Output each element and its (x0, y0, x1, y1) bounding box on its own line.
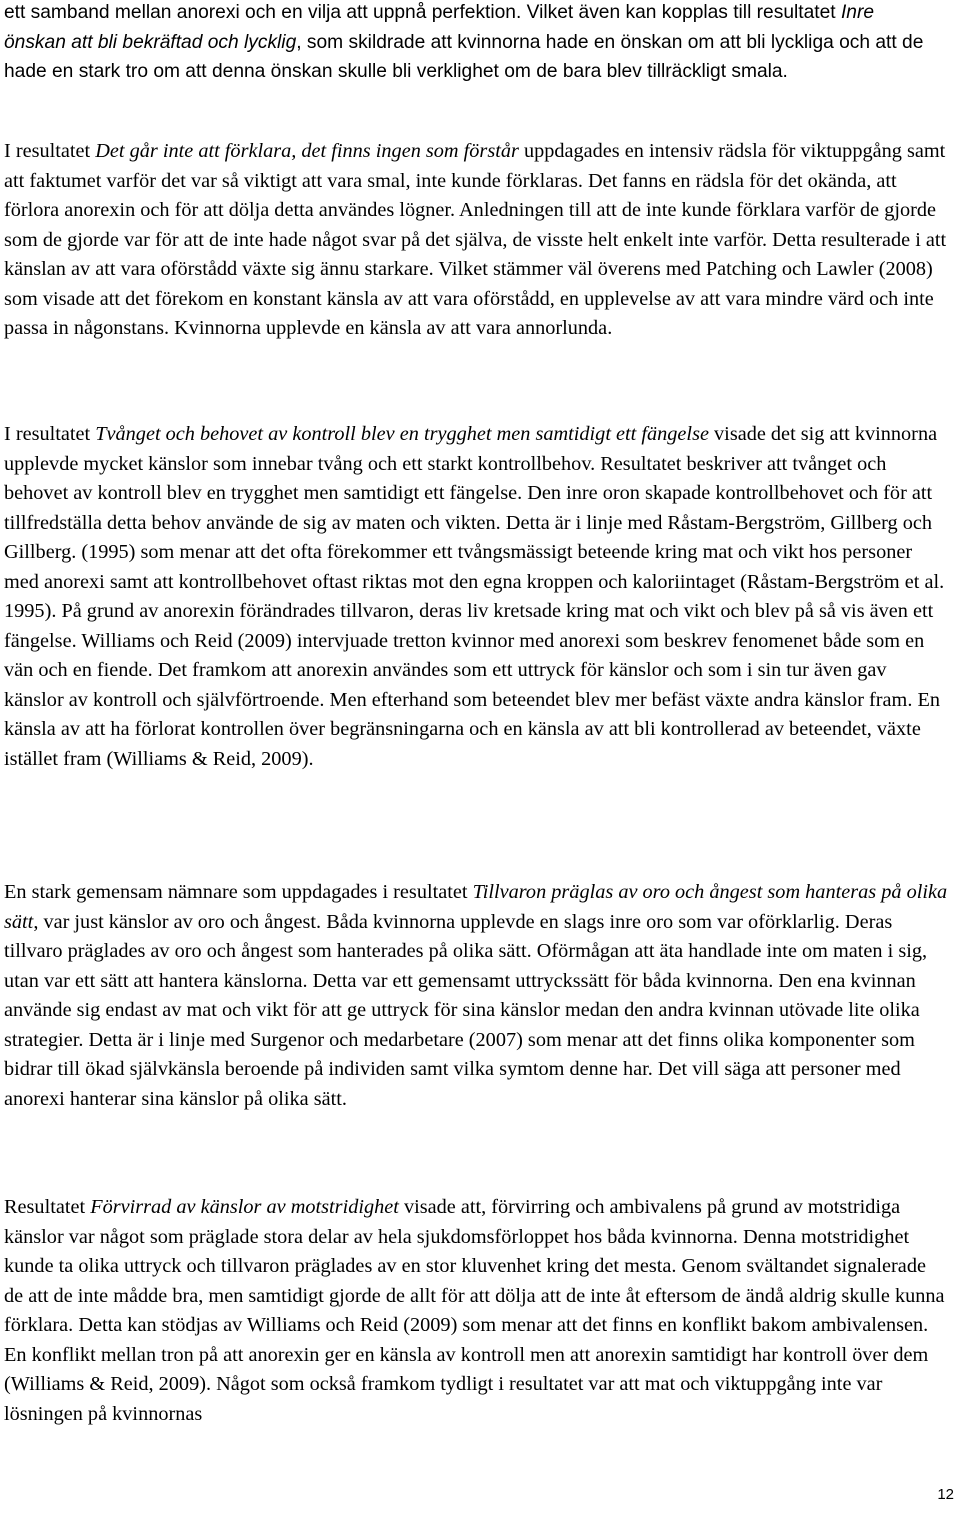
text-segment: visade att, förvirring och ambivalens på grund av motstridiga känslor var något som präglade stora delar av hela sjukdomsförloppet hos båda kvinnorna. Denna motstridighet kunde ta olika uttryck och tillvaron präglades av en stor kluvenhet kring det mesta. Genom svältandet signalerade de att de inte mådde bra, men samtidigt gjorde de allt för att dölja att de inte åt eftersom de ändå aldrig skulle kunna förklara. Detta kan stödjas av Williams och Reid (2009) som menar att det finns en konflikt bakom ambivalensen. En konflikt mellan tron på att anorexin ger en känsla av kontroll men att anorexin samtidigt har kontroll över dem (Williams & Reid, 2009). Något som också framkom tydligt i resultatet var att mat och viktuppgång inte var lösningen på kvinnornas (4, 1196, 945, 1425)
text-segment: visade det sig att kvinnorna upplevde mycket känslor som innebar tvång och ett starkt kontrollbehov. Resultatet beskriver att tvånget och behovet av kontroll blev en trygghet men samtidigt ett fängelse. Den inre oron skapade kontrollbehovet och för att tillfredställa detta behov använde de sig av maten och vikten. Detta är i linje med Råstam-Bergström, Gillberg och Gillberg. (1995) som menar att det ofta förekommer ett tvångsmässigt beteende kring mat och vikt hos personer med anorexi samt att kontrollbehovet oftast riktas mot den egna kroppen och kaloriintaget (Råstam-Bergström et al. 1995). På grund av anorexin förändrades tillvaron, deras liv kretsade kring mat och vikt och blev på så vis även ett fängelse. Williams och Reid (2009) intervjuade tretton kvinnor med anorexi som beskrev fenomenet både som en vän och en fiende. Det framkom att anorexin användes som ett uttryck för känslor och som i sin tur även gav känslor av kontroll och självförtroende. Men efterhand som beteendet blev mer befäst växte andra känslor fram. En känsla av att ha förlorat kontrollen över begränsningarna och en känsla av att bli kontrollerad av beteendet, växte istället fram (Williams & Reid, 2009). (4, 423, 945, 770)
italic-result-title: Tvånget och behovet av kontroll blev en trygghet men samtidigt ett fängelse (95, 423, 709, 445)
italic-result-title: Tillvaron präglas av oro och ångest som hanteras på olika sätt (4, 881, 948, 933)
text-segment: , var just känslor av oro och ångest. Båda kvinnorna upplevde en slags inre oro som var oförklarlig. Deras tillvaro präglades av oro och ångest som hanterades på olika sätt. Oförmågan att äta handlade inte om maten i sig, utan var ett sätt att hantera känslorna. Detta var ett gemensamt uttryckssätt för båda kvinnorna. Den ena kvinnan använde sig endast av mat och vikt för att ge uttryck för sina känslor medan den andra kvinnan utövade lite olika strategier. Detta är i linje med Surgenor och medarbetare (2007) som menar att det finns olika komponenter som bidrar till ökad självkänsla beroende på individen samt vilka symtom denne har. Det vill säga att personer med anorexi hanterar sina känslor på olika sätt. (4, 910, 928, 1110)
paragraph-tvanget-och-behovet (4, 420, 949, 774)
italic-result-title: Förvirrad av känslor av motstridighet (90, 1196, 399, 1218)
italic-result-title: Inre önskan att bli bekräftad och lycklig (4, 2, 875, 53)
italic-result-title: Det går inte att förklara, det finns ingen som förstår (95, 140, 519, 162)
paragraph-tillvaron-praglas (4, 878, 949, 1114)
text-segment: uppdagades en intensiv rädsla för viktuppgång samt att faktumet varför det var så viktigt att vara smal, inte kunde förklaras. Det fanns en rädsla för det okända, att förlora anorexin och för att dölja detta användes lögner. Anledningen till att de inte kunde förklara varför de gjorde som de gjorde var för att de inte hade något svar på det själva, de visste helt enkelt inte varför. Detta resulterade i att känslan av att vara oförstådd växte sig ännu starkare. Vilket stämmer väl överens med Patching och Lawler (2008) som visade att det förekom en konstant känsla av att vara oförstådd, en upplevelse av att vara mindre värd och inte passa in någonstans. Kvinnorna upplevde en känsla av att vara annorlunda. (4, 140, 947, 339)
text-segment: I resultatet (4, 140, 96, 162)
paragraph-anorexi-perfektion (4, 0, 934, 87)
page-number: 12 (937, 1486, 954, 1503)
paragraph-forvirrad-av-kanslor (4, 1193, 949, 1429)
text-segment: , som skildrade att kvinnorna hade en önskan om att bli lyckliga och att de hade en stark tro om att denna önskan skulle bli verklighet om de bara blev tillräckligt smala. (4, 31, 924, 82)
text-segment: ett samband mellan anorexi och en vilja att uppnå perfektion. Vilket även kan kopplas till resultatet (4, 2, 841, 23)
paragraph-det-gar-inte-att-forklara (4, 137, 949, 344)
text-segment: Resultatet (4, 1196, 91, 1218)
text-segment: En stark gemensam nämnare som uppdagades i resultatet (4, 881, 473, 903)
text-segment: I resultatet (4, 423, 96, 445)
